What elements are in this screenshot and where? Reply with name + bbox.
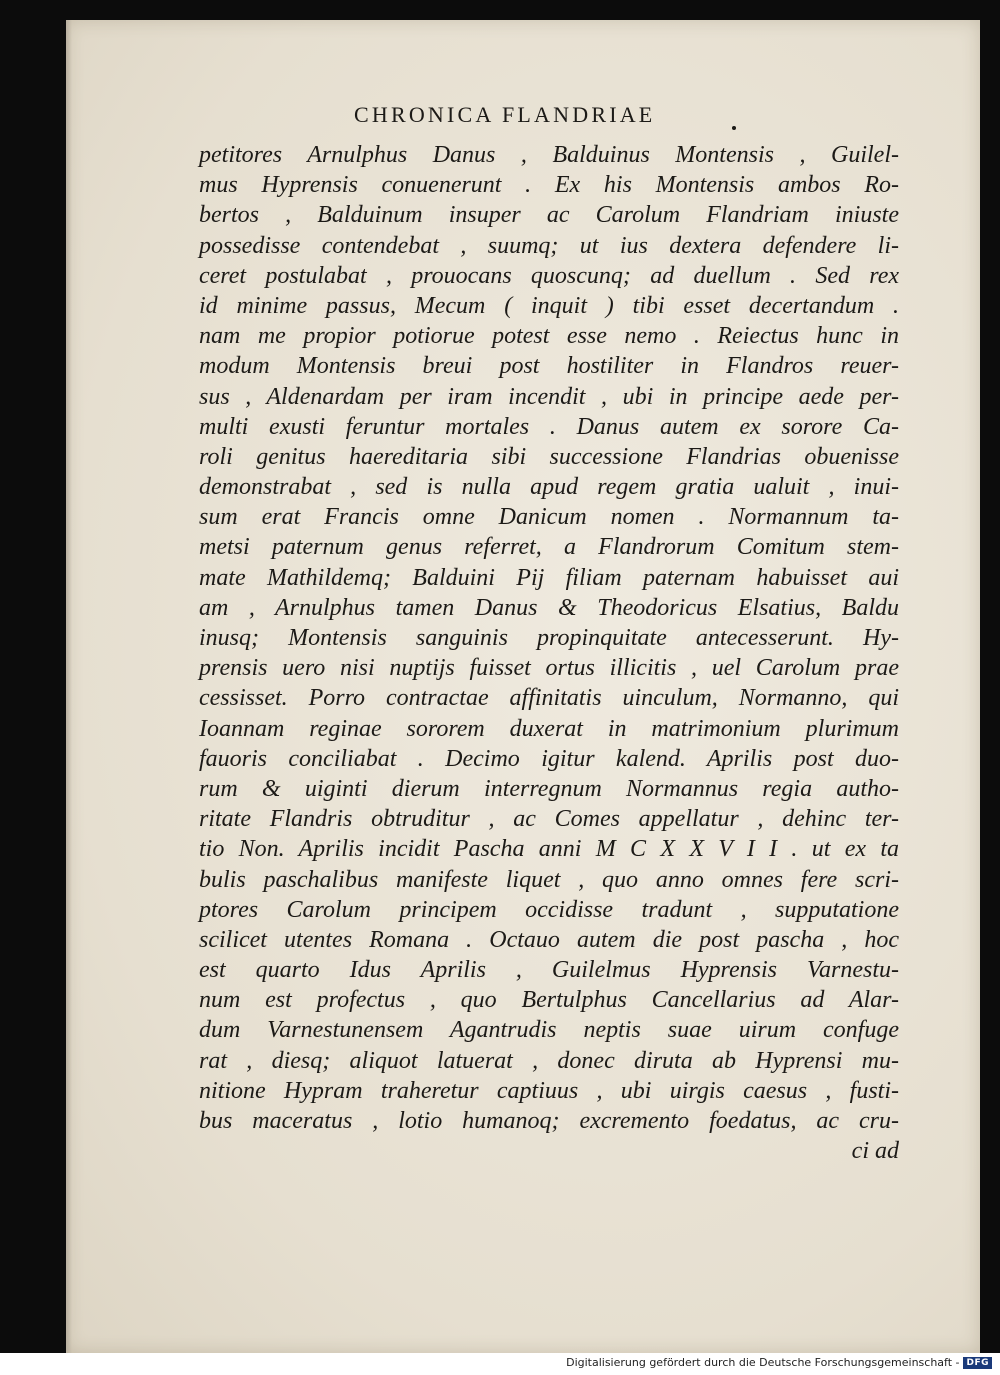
text-line: sum erat Francis omne Danicum nomen . Normannum ta- — [199, 504, 899, 531]
text-line: rum & uiginti dierum interregnum Normannus regia autho- — [199, 775, 899, 802]
text-line: bus maceratus , lotio humanoq; excremento foedatus, ac cru- — [199, 1108, 899, 1134]
text-line: est quarto Idus Aprilis , Guilelmus Hyprensis Varnestu- — [199, 957, 899, 984]
text-line: am , Arnulphus tamen Danus & Theodoricus Elsatius, Baldu — [199, 594, 899, 621]
text-line: mate Mathildemq; Balduini Pij filiam paternam habuisset aui — [199, 564, 899, 591]
text-line: num est profectus , quo Bertulphus Cancellarius ad Alar- — [199, 987, 899, 1014]
text-line: ci ad — [851, 1138, 899, 1165]
text-line: demonstrabat , sed is nulla apud regem gratia ualuit , inui- — [199, 474, 899, 501]
text-line: petitores Arnulphus Danus , Balduinus Montensis , Guilel- — [199, 142, 899, 168]
text-line: Ioannam reginae sororem duxerat in matrimonium plurimum — [199, 715, 899, 742]
text-line: bertos , Balduinum insuper ac Carolum Flandriam iniuste — [199, 202, 899, 229]
text-line: mus Hyprensis conuenerunt . Ex his Montensis ambos Ro- — [199, 172, 899, 199]
dfg-logo: DFG — [963, 1357, 992, 1369]
text-line: nam me propior potiorue potest esse nemo . Reiectus hunc in — [199, 323, 899, 350]
text-line: id minime passus, Mecum ( inquit ) tibi esset decertandum . — [199, 292, 899, 319]
text-line: cessisset. Porro contractae affinitatis uinculum, Normanno, qui — [199, 685, 899, 712]
text-line: metsi paternum genus referret, a Flandrorum Comitum stem- — [199, 534, 899, 561]
running-head-ornament — [732, 126, 736, 130]
text-line: modum Montensis breui post hostiliter in Flandros reuer- — [199, 353, 899, 380]
text-line: roli genitus haereditaria sibi successione Flandrias obuenisse — [199, 443, 899, 470]
text-line: sus , Aldenardam per iram incendit , ubi in principe aede per- — [199, 383, 899, 410]
page-edge — [66, 20, 72, 1353]
text-line: rat , diesq; aliquot latuerat , donec diruta ab Hyprensi mu- — [199, 1047, 899, 1074]
body-text — [199, 140, 899, 1166]
text-line: dum Varnestunensem Agantrudis neptis suae uirum confuge — [199, 1017, 899, 1044]
running-head: CHRONICA FLANDRIAE — [354, 102, 656, 127]
text-line: multi exusti feruntur mortales . Danus autem ex sorore Ca- — [199, 413, 899, 440]
text-line: prensis uero nisi nuptijs fuisset ortus illicitis , uel Carolum prae — [199, 655, 899, 682]
text-line: nitione Hypram traheretur captiuus , ubi uirgis caesus , fusti- — [199, 1077, 899, 1104]
text-line: ptores Carolum principem occidisse tradunt , supputatione — [199, 896, 899, 923]
text-line: ritate Flandris obtruditur , ac Comes appellatur , dehinc ter- — [199, 806, 899, 833]
text-line: bulis paschalibus manifeste liquet , quo anno omnes fere scri- — [199, 866, 899, 893]
text-line: inusq; Montensis sanguinis propinquitate antecesserunt. Hy- — [199, 625, 899, 651]
funding-footer — [566, 1356, 992, 1369]
text-line: fauoris conciliabat . Decimo igitur kalend. Aprilis post duo- — [199, 745, 899, 772]
text-line: possedisse contendebat , suumq; ut ius dextera defendere li- — [199, 232, 899, 259]
footer-text: Digitalisierung gefördert durch die Deutsche Forschungsgemeinschaft - — [566, 1356, 960, 1369]
text-line: scilicet utentes Romana . Octauo autem die post pascha , hoc — [199, 926, 899, 953]
text-line: tio Non. Aprilis incidit Pascha anni M C X X V I I . ut ex ta — [199, 836, 899, 863]
text-line: ceret postulabat , prouocans quoscunq; ad duellum . Sed rex — [199, 262, 899, 289]
